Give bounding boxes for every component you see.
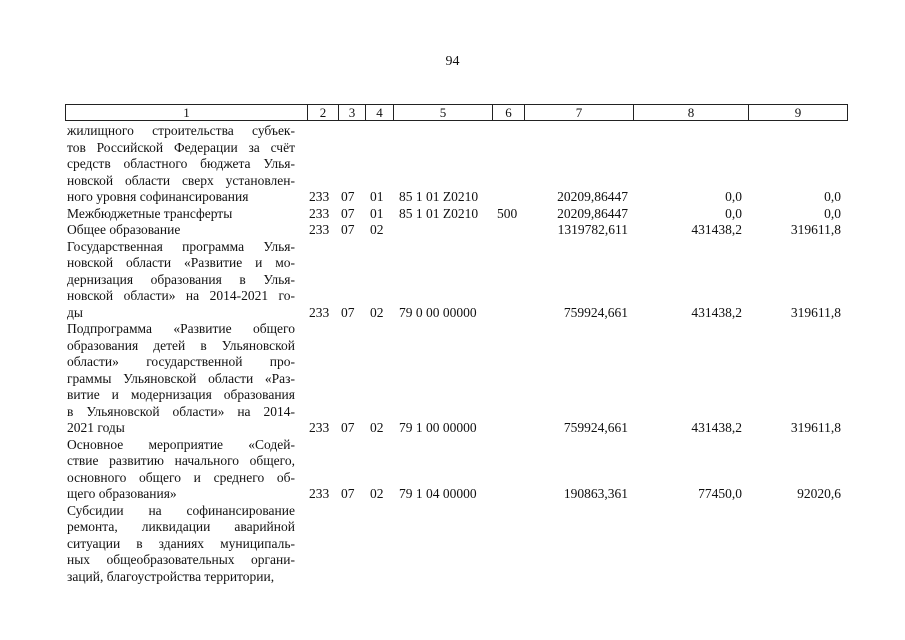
description-line: Общее образование [67, 222, 181, 237]
header-col-8: 8 [634, 105, 749, 120]
header-col-5: 5 [394, 105, 493, 120]
cell-c8: 0,0 [725, 189, 742, 204]
description-line: 2021 годы [67, 420, 125, 435]
description-line: дернизация образования в Улья- [67, 271, 295, 287]
description-line: основного общего и среднего об- [67, 469, 295, 485]
header-col-2: 2 [308, 105, 339, 120]
cell-c5: 79 0 00 00000 [399, 304, 477, 320]
cell-c8: 0,0 [725, 205, 742, 221]
description-line: ды [67, 304, 83, 320]
cell-c7: 190863,361 [563, 486, 628, 501]
cell-c3: 07 [341, 205, 355, 221]
cell-c2: 233 [309, 205, 330, 221]
cell-c2: 233 [309, 222, 330, 237]
cell-c4: 02 [370, 222, 384, 237]
cell-c7: 20209,86447 [557, 205, 628, 221]
cell-c5: 79 1 04 00000 [399, 486, 477, 501]
description-line: Основное мероприятие «Содей- [67, 436, 295, 452]
cell-c3: 07 [341, 189, 355, 204]
header-col-7: 7 [525, 105, 634, 120]
description-line: ремонта, ликвидации аварийной [67, 519, 295, 534]
description-line: Межбюджетные трансферты [67, 205, 233, 221]
cell-c8: 431438,2 [691, 304, 742, 320]
description-line: области» государственной про- [67, 354, 295, 369]
cell-c4: 02 [370, 486, 384, 501]
cell-c5: 85 1 01 Z0210 [399, 189, 479, 204]
table-header [65, 104, 848, 121]
cell-c3: 07 [341, 304, 355, 320]
cell-c5: 85 1 01 Z0210 [399, 205, 479, 221]
cell-c9: 0,0 [824, 205, 841, 221]
page-number: 94 [445, 54, 460, 69]
cell-c7: 20209,86447 [557, 189, 628, 204]
cell-c4: 02 [370, 420, 384, 435]
cell-c4: 01 [370, 205, 384, 221]
cell-c3: 07 [341, 486, 355, 501]
header-col-9: 9 [794, 105, 802, 120]
description-line: ствие развитию начального общего, [67, 453, 295, 468]
description-line: жилищного строительства субъек- [67, 123, 295, 138]
description-line: граммы Ульяновской области «Раз- [67, 370, 295, 386]
row-description [67, 503, 295, 586]
cell-c6: 500 [497, 205, 518, 221]
description-line: новской области «Развитие и мо- [67, 255, 295, 270]
cell-c9: 319611,8 [790, 304, 841, 320]
description-line: в Ульяновской области» на 2014- [67, 403, 295, 419]
row-description [67, 321, 295, 437]
cell-c2: 233 [309, 304, 330, 320]
header-col-3: 3 [339, 105, 366, 120]
description-line: заций, благоустройства территории, [67, 568, 275, 584]
cell-c8: 431438,2 [691, 420, 742, 435]
cell-c5: 79 1 00 00000 [399, 420, 477, 435]
cell-c9: 319611,8 [790, 420, 841, 435]
description-line: ного уровня софинансирования [67, 189, 249, 204]
cell-c8: 77450,0 [698, 486, 742, 501]
cell-c7: 759924,661 [563, 420, 628, 435]
row-description [67, 239, 295, 322]
cell-c3: 07 [341, 222, 355, 237]
cell-c8: 431438,2 [691, 222, 742, 237]
cell-c7: 759924,661 [563, 304, 628, 320]
header-col-4: 4 [366, 105, 394, 120]
row-description [67, 123, 295, 206]
description-line: средств областного бюджета Улья- [67, 156, 295, 171]
cell-c9: 92020,6 [797, 486, 841, 501]
description-line: Государственная программа Улья- [67, 238, 295, 254]
row-description [67, 437, 295, 503]
description-line: новской области сверх установлен- [67, 172, 295, 188]
cell-c9: 0,0 [824, 189, 841, 204]
description-line: Подпрограмма «Развитие общего [67, 321, 295, 336]
description-line: новской области» на 2014-2021 го- [67, 288, 295, 303]
cell-c2: 233 [309, 189, 330, 204]
description-line: щего образования» [67, 486, 177, 501]
header-col-1: 1 [66, 105, 308, 120]
description-line: Субсидии на софинансирование [67, 502, 295, 518]
description-line: ситуации в зданиях муниципаль- [67, 535, 295, 551]
cell-c3: 07 [341, 420, 355, 435]
description-line: витие и модернизация образования [67, 387, 295, 402]
description-line: образования детей в Ульяновской [67, 337, 295, 353]
cell-c4: 02 [370, 304, 384, 320]
description-line: тов Российской Федерации за счёт [67, 139, 295, 155]
description-line: ных общеобразовательных органи- [67, 552, 295, 567]
cell-c2: 233 [309, 420, 330, 435]
cell-c9: 319611,8 [790, 222, 841, 237]
row-description [67, 206, 295, 223]
row-description [67, 222, 295, 239]
cell-c7: 1319782,611 [557, 222, 628, 237]
cell-c4: 01 [370, 189, 384, 204]
cell-c2: 233 [309, 486, 330, 501]
header-col-6: 6 [493, 105, 525, 120]
